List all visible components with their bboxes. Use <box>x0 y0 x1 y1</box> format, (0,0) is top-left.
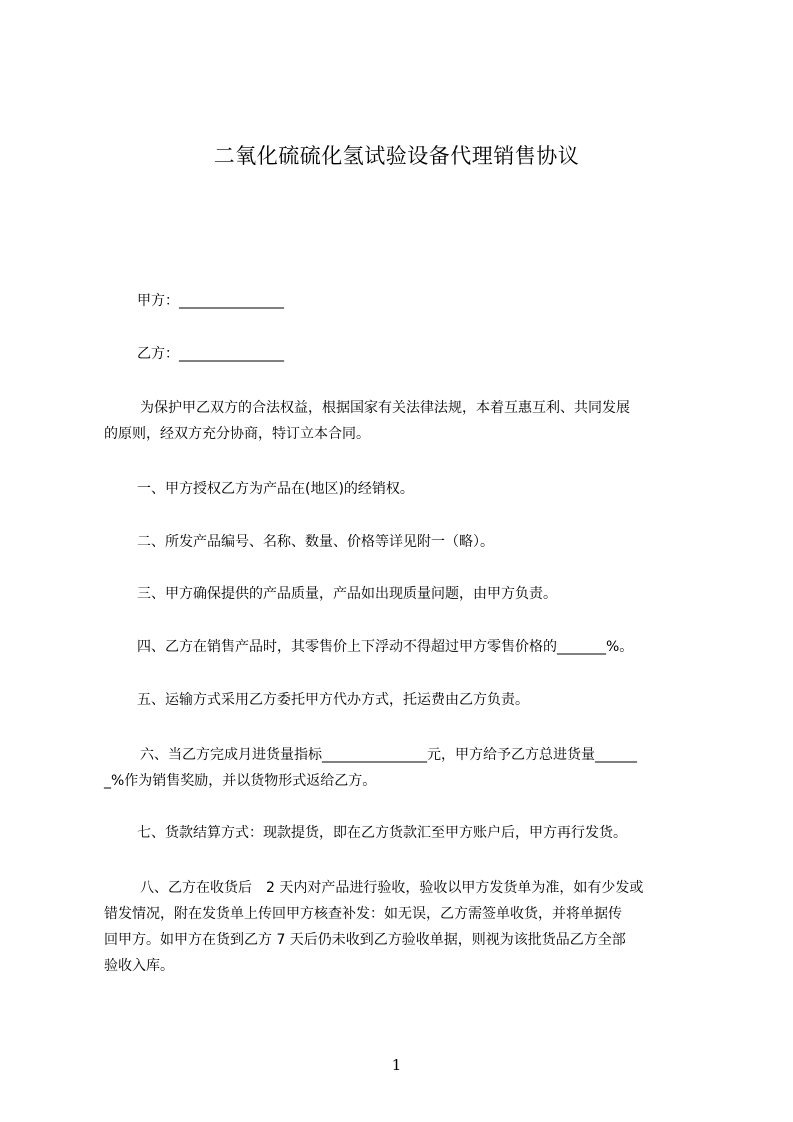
clause-2: 二、所发产品编号、名称、数量、价格等详见附一（略）。 <box>137 534 494 550</box>
clause-1: 一、甲方授权乙方为产品在(地区)的经销权。 <box>137 481 414 497</box>
intro-line-1: 为保护甲乙双方的合法权益，根据国家有关法律法规，本着互惠互利、共同发展 <box>140 400 630 416</box>
party-b-line: 乙方：_______________ <box>137 346 284 362</box>
clause-8-line-4: 验收入库。 <box>104 958 174 974</box>
intro-paragraph <box>104 395 702 447</box>
clause-8-line-2: 错发情况，附在发货单上传回甲方核查补发：如无误，乙方需签单收货，并将单据传 <box>104 906 622 922</box>
clause-7: 七、货款结算方式：现款提货，即在乙方货款汇至甲方账户后，甲方再行发货。 <box>137 825 627 841</box>
clause-6-line-1: 六、当乙方完成月进货量指标_______________元，甲方给予乙方总进货量______ <box>140 747 637 763</box>
clause-3: 三、甲方确保提供的产品质量，产品如出现质量问题，由甲方负责。 <box>137 586 557 602</box>
intro-line-2: 的原则，经双方充分协商，特订立本合同。 <box>104 426 370 442</box>
clause-6 <box>104 742 702 794</box>
clause-4: 四、乙方在销售产品时，其零售价上下浮动不得超过甲方零售价格的_______%。 <box>137 639 634 655</box>
clause-8-line-3: 回甲方。如甲方在货到乙方 7 天后仍未收到乙方验收单据，则视为该批货品乙方全部 <box>104 932 626 948</box>
document-title: 二氧化硫硫化氢试验设备代理销售协议 <box>213 144 580 168</box>
clause-8-line-1: 八、乙方在收货后 2 天内对产品进行验收，验收以甲方发货单为准，如有少发或 <box>140 880 644 896</box>
clause-5: 五、运输方式采用乙方委托甲方代办方式，托运费由乙方负责。 <box>137 692 529 708</box>
clause-8 <box>104 875 702 979</box>
page-number: 1 <box>391 1056 402 1074</box>
clause-6-line-2: _%作为销售奖励，并以货物形式返给乙方。 <box>104 773 377 789</box>
party-a-line: 甲方：_______________ <box>137 293 284 309</box>
